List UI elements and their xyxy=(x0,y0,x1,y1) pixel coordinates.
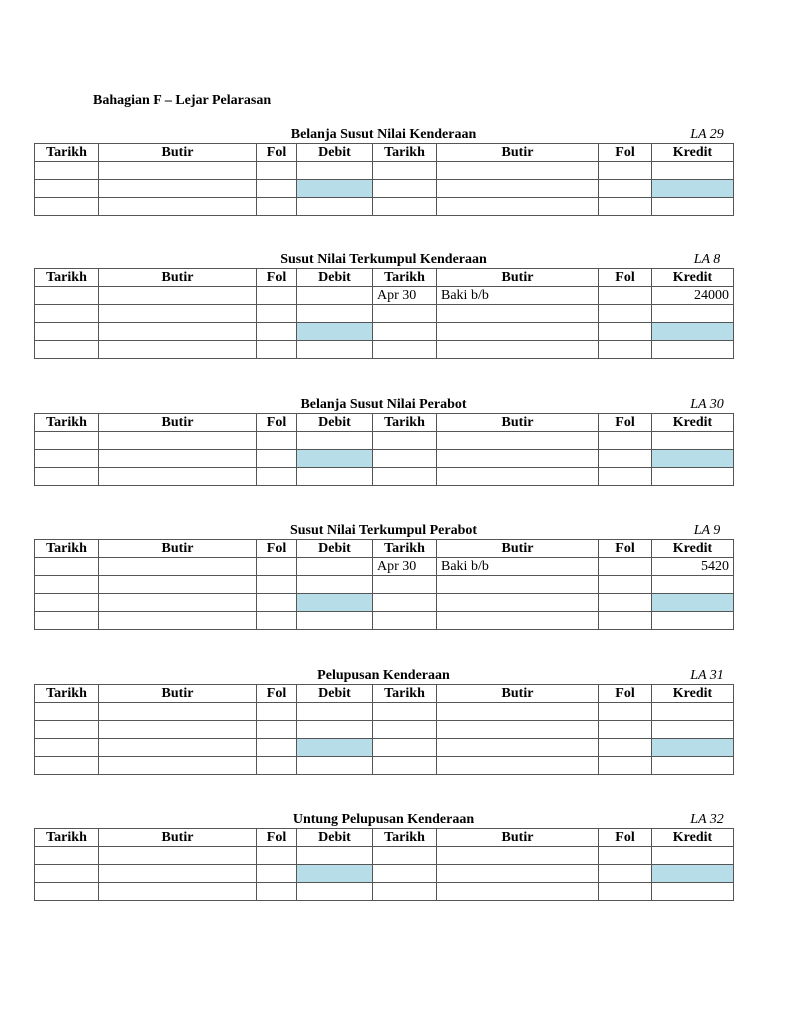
section-title: Bahagian F – Lejar Pelarasan xyxy=(93,93,272,108)
kredit-answer-field[interactable] xyxy=(652,180,734,198)
cell-butir xyxy=(99,703,257,721)
cell-debit xyxy=(297,721,373,739)
table-row xyxy=(35,739,734,757)
cell-tarikh xyxy=(35,468,99,486)
ledger-ref: LA 32 xyxy=(690,812,724,827)
cell-tarikh xyxy=(35,721,99,739)
ledger-table xyxy=(34,684,734,775)
cell-tarikh xyxy=(373,739,437,757)
cell-tarikh xyxy=(35,612,99,630)
cell-butir xyxy=(437,576,599,594)
ledger-account xyxy=(34,252,733,359)
ledger-header xyxy=(34,252,733,268)
column-header-butir: Butir xyxy=(99,540,257,558)
cell-butir xyxy=(99,180,257,198)
cell-fol xyxy=(257,468,297,486)
cell-tarikh xyxy=(373,323,437,341)
table-row xyxy=(35,865,734,883)
ledger-title: Susut Nilai Terkumpul Perabot xyxy=(289,523,478,538)
column-header-tarikh: Tarikh xyxy=(35,269,99,287)
cell-butir xyxy=(437,198,599,216)
column-header-debit: Debit xyxy=(297,269,373,287)
column-header-row xyxy=(35,685,734,703)
column-header-fol: Fol xyxy=(599,685,652,703)
cell-kredit xyxy=(652,432,734,450)
kredit-answer-field[interactable] xyxy=(652,865,734,883)
column-header-debit: Debit xyxy=(297,685,373,703)
cell-butir xyxy=(99,847,257,865)
cell-butir xyxy=(99,883,257,901)
column-header-kredit: Kredit xyxy=(652,269,734,287)
cell-tarikh: Apr 30 xyxy=(373,558,437,576)
ledger-title: Untung Pelupusan Kenderaan xyxy=(292,812,475,827)
cell-tarikh xyxy=(373,883,437,901)
cell-kredit xyxy=(652,198,734,216)
ledger-account xyxy=(34,397,733,486)
kredit-answer-field[interactable] xyxy=(652,739,734,757)
column-header-butir: Butir xyxy=(437,829,599,847)
cell-fol xyxy=(599,180,652,198)
cell-fol xyxy=(599,594,652,612)
table-row xyxy=(35,180,734,198)
table-row xyxy=(35,721,734,739)
cell-fol xyxy=(257,612,297,630)
debit-answer-field[interactable] xyxy=(297,323,373,341)
cell-tarikh xyxy=(35,576,99,594)
column-header-kredit: Kredit xyxy=(652,144,734,162)
cell-tarikh xyxy=(373,703,437,721)
ledger-title: Belanja Susut Nilai Kenderaan xyxy=(290,127,477,142)
cell-fol xyxy=(257,847,297,865)
cell-tarikh: Apr 30 xyxy=(373,287,437,305)
table-row xyxy=(35,576,734,594)
cell-tarikh xyxy=(373,594,437,612)
column-header-butir: Butir xyxy=(437,269,599,287)
column-header-butir: Butir xyxy=(99,144,257,162)
cell-tarikh xyxy=(373,450,437,468)
debit-answer-field[interactable] xyxy=(297,180,373,198)
table-row xyxy=(35,612,734,630)
column-header-fol: Fol xyxy=(599,414,652,432)
cell-butir xyxy=(99,323,257,341)
cell-fol xyxy=(599,865,652,883)
cell-fol xyxy=(599,162,652,180)
column-header-row xyxy=(35,540,734,558)
cell-butir xyxy=(437,162,599,180)
column-header-debit: Debit xyxy=(297,414,373,432)
cell-debit xyxy=(297,757,373,775)
cell-butir xyxy=(437,612,599,630)
cell-debit xyxy=(297,558,373,576)
cell-debit xyxy=(297,612,373,630)
cell-tarikh xyxy=(373,180,437,198)
table-row xyxy=(35,883,734,901)
cell-butir xyxy=(99,287,257,305)
cell-fol xyxy=(257,865,297,883)
cell-debit xyxy=(297,468,373,486)
cell-debit xyxy=(297,703,373,721)
ledger-account xyxy=(34,668,733,775)
cell-fol xyxy=(599,558,652,576)
cell-fol xyxy=(257,594,297,612)
cell-butir: Baki b/b xyxy=(437,287,599,305)
cell-tarikh xyxy=(35,558,99,576)
cell-fol xyxy=(599,721,652,739)
cell-fol xyxy=(599,323,652,341)
cell-butir: Baki b/b xyxy=(437,558,599,576)
column-header-fol: Fol xyxy=(599,269,652,287)
ledger-table xyxy=(34,413,734,486)
cell-debit xyxy=(297,576,373,594)
cell-tarikh xyxy=(373,865,437,883)
cell-tarikh xyxy=(373,305,437,323)
cell-kredit xyxy=(652,703,734,721)
cell-butir xyxy=(99,558,257,576)
debit-answer-field[interactable] xyxy=(297,450,373,468)
cell-debit xyxy=(297,883,373,901)
cell-kredit xyxy=(652,847,734,865)
cell-tarikh xyxy=(35,305,99,323)
column-header-row xyxy=(35,829,734,847)
column-header-tarikh: Tarikh xyxy=(35,829,99,847)
table-row xyxy=(35,432,734,450)
table-row xyxy=(35,162,734,180)
table-row xyxy=(35,558,734,576)
cell-butir xyxy=(437,450,599,468)
column-header-butir: Butir xyxy=(437,540,599,558)
ledger-ref: LA 30 xyxy=(690,397,724,412)
column-header-fol: Fol xyxy=(257,269,297,287)
cell-fol xyxy=(257,162,297,180)
cell-fol xyxy=(599,757,652,775)
cell-kredit: 24000 xyxy=(652,287,734,305)
cell-tarikh xyxy=(35,323,99,341)
cell-fol xyxy=(599,198,652,216)
table-row xyxy=(35,757,734,775)
cell-butir xyxy=(99,198,257,216)
column-header-fol: Fol xyxy=(599,540,652,558)
cell-butir xyxy=(99,757,257,775)
column-header-tarikh: Tarikh xyxy=(35,685,99,703)
cell-butir xyxy=(437,468,599,486)
cell-butir xyxy=(437,721,599,739)
table-row xyxy=(35,341,734,359)
cell-tarikh xyxy=(373,432,437,450)
cell-tarikh xyxy=(373,576,437,594)
table-row xyxy=(35,450,734,468)
cell-fol xyxy=(599,468,652,486)
cell-tarikh xyxy=(35,757,99,775)
table-row xyxy=(35,594,734,612)
column-header-fol: Fol xyxy=(257,829,297,847)
cell-tarikh xyxy=(35,847,99,865)
ledger-title: Belanja Susut Nilai Perabot xyxy=(300,397,467,412)
cell-tarikh xyxy=(35,432,99,450)
column-header-tarikh: Tarikh xyxy=(373,414,437,432)
cell-butir xyxy=(437,757,599,775)
cell-butir xyxy=(437,305,599,323)
cell-fol xyxy=(257,757,297,775)
cell-butir xyxy=(99,739,257,757)
cell-fol xyxy=(599,432,652,450)
cell-butir xyxy=(99,612,257,630)
cell-tarikh xyxy=(373,847,437,865)
kredit-answer-field[interactable] xyxy=(652,594,734,612)
ledger-account xyxy=(34,127,733,216)
column-header-tarikh: Tarikh xyxy=(373,540,437,558)
cell-kredit xyxy=(652,305,734,323)
column-header-kredit: Kredit xyxy=(652,685,734,703)
column-header-butir: Butir xyxy=(99,685,257,703)
cell-debit xyxy=(297,287,373,305)
column-header-tarikh: Tarikh xyxy=(35,540,99,558)
column-header-kredit: Kredit xyxy=(652,540,734,558)
cell-fol xyxy=(257,180,297,198)
cell-debit xyxy=(297,341,373,359)
ledger-header xyxy=(34,127,733,143)
kredit-answer-field[interactable] xyxy=(652,450,734,468)
column-header-fol: Fol xyxy=(257,540,297,558)
column-header-fol: Fol xyxy=(599,829,652,847)
cell-kredit xyxy=(652,576,734,594)
cell-butir xyxy=(99,721,257,739)
debit-answer-field[interactable] xyxy=(297,739,373,757)
cell-fol xyxy=(257,558,297,576)
cell-tarikh xyxy=(35,162,99,180)
column-header-fol: Fol xyxy=(599,144,652,162)
cell-butir xyxy=(437,703,599,721)
cell-butir xyxy=(99,450,257,468)
cell-butir xyxy=(437,883,599,901)
column-header-debit: Debit xyxy=(297,144,373,162)
cell-fol xyxy=(599,305,652,323)
cell-butir xyxy=(437,432,599,450)
ledger-ref: LA 9 xyxy=(693,523,721,538)
ledger-account xyxy=(34,523,733,630)
cell-fol xyxy=(599,450,652,468)
cell-tarikh xyxy=(373,162,437,180)
cell-tarikh xyxy=(35,883,99,901)
cell-tarikh xyxy=(35,703,99,721)
table-row xyxy=(35,305,734,323)
cell-butir xyxy=(99,432,257,450)
cell-butir xyxy=(99,468,257,486)
cell-fol xyxy=(257,323,297,341)
cell-fol xyxy=(599,703,652,721)
ledger-table xyxy=(34,143,734,216)
table-row xyxy=(35,198,734,216)
cell-tarikh xyxy=(35,198,99,216)
cell-fol xyxy=(599,612,652,630)
cell-fol xyxy=(257,287,297,305)
cell-debit xyxy=(297,305,373,323)
cell-fol xyxy=(257,739,297,757)
column-header-debit: Debit xyxy=(297,829,373,847)
kredit-answer-field[interactable] xyxy=(652,323,734,341)
column-header-butir: Butir xyxy=(437,685,599,703)
cell-kredit xyxy=(652,757,734,775)
table-row xyxy=(35,323,734,341)
column-header-tarikh: Tarikh xyxy=(373,685,437,703)
ledger-table xyxy=(34,268,734,359)
cell-tarikh xyxy=(35,594,99,612)
cell-tarikh xyxy=(373,612,437,630)
ledger-title: Susut Nilai Terkumpul Kenderaan xyxy=(280,252,487,267)
table-row xyxy=(35,847,734,865)
cell-kredit xyxy=(652,341,734,359)
column-header-tarikh: Tarikh xyxy=(373,144,437,162)
column-header-kredit: Kredit xyxy=(652,414,734,432)
cell-tarikh xyxy=(35,180,99,198)
debit-answer-field[interactable] xyxy=(297,865,373,883)
cell-fol xyxy=(599,341,652,359)
ledger-table xyxy=(34,539,734,630)
cell-tarikh xyxy=(35,287,99,305)
cell-fol xyxy=(599,287,652,305)
cell-fol xyxy=(257,703,297,721)
ledger-ref: LA 29 xyxy=(690,127,724,142)
cell-tarikh xyxy=(35,341,99,359)
column-header-butir: Butir xyxy=(437,414,599,432)
cell-butir xyxy=(437,341,599,359)
cell-tarikh xyxy=(373,341,437,359)
ledger-header xyxy=(34,668,733,684)
ledger-title: Pelupusan Kenderaan xyxy=(317,668,450,683)
column-header-debit: Debit xyxy=(297,540,373,558)
ledger-account xyxy=(34,812,733,901)
cell-fol xyxy=(257,198,297,216)
cell-tarikh xyxy=(35,865,99,883)
column-header-row xyxy=(35,144,734,162)
ledger-header xyxy=(34,812,733,828)
column-header-butir: Butir xyxy=(99,829,257,847)
cell-kredit xyxy=(652,612,734,630)
cell-kredit: 5420 xyxy=(652,558,734,576)
debit-answer-field[interactable] xyxy=(297,594,373,612)
column-header-tarikh: Tarikh xyxy=(373,829,437,847)
cell-kredit xyxy=(652,721,734,739)
cell-butir xyxy=(437,594,599,612)
cell-butir xyxy=(99,305,257,323)
cell-fol xyxy=(257,576,297,594)
cell-butir xyxy=(437,847,599,865)
ledger-ref: LA 8 xyxy=(693,252,721,267)
cell-fol xyxy=(257,305,297,323)
column-header-butir: Butir xyxy=(99,269,257,287)
cell-debit xyxy=(297,432,373,450)
cell-debit xyxy=(297,162,373,180)
cell-butir xyxy=(437,180,599,198)
cell-kredit xyxy=(652,162,734,180)
cell-butir xyxy=(99,594,257,612)
cell-butir xyxy=(437,323,599,341)
cell-butir xyxy=(437,865,599,883)
cell-butir xyxy=(437,739,599,757)
ledger-ref: LA 31 xyxy=(690,668,724,683)
ledger-table xyxy=(34,828,734,901)
column-header-fol: Fol xyxy=(257,144,297,162)
cell-tarikh xyxy=(35,739,99,757)
column-header-tarikh: Tarikh xyxy=(35,144,99,162)
column-header-row xyxy=(35,414,734,432)
table-row xyxy=(35,468,734,486)
column-header-fol: Fol xyxy=(257,414,297,432)
cell-tarikh xyxy=(373,757,437,775)
cell-tarikh xyxy=(373,721,437,739)
cell-kredit xyxy=(652,468,734,486)
cell-butir xyxy=(99,865,257,883)
column-header-tarikh: Tarikh xyxy=(373,269,437,287)
cell-butir xyxy=(99,341,257,359)
cell-fol xyxy=(257,450,297,468)
ledger-header xyxy=(34,397,733,413)
cell-tarikh xyxy=(373,198,437,216)
cell-fol xyxy=(599,883,652,901)
cell-fol xyxy=(257,341,297,359)
cell-debit xyxy=(297,198,373,216)
column-header-butir: Butir xyxy=(437,144,599,162)
cell-fol xyxy=(599,739,652,757)
column-header-fol: Fol xyxy=(257,685,297,703)
cell-butir xyxy=(99,576,257,594)
cell-fol xyxy=(599,576,652,594)
column-header-butir: Butir xyxy=(99,414,257,432)
cell-tarikh xyxy=(35,450,99,468)
table-row xyxy=(35,703,734,721)
cell-kredit xyxy=(652,883,734,901)
column-header-row xyxy=(35,269,734,287)
column-header-kredit: Kredit xyxy=(652,829,734,847)
column-header-tarikh: Tarikh xyxy=(35,414,99,432)
cell-fol xyxy=(257,883,297,901)
cell-tarikh xyxy=(373,468,437,486)
cell-fol xyxy=(257,432,297,450)
ledger-header xyxy=(34,523,733,539)
cell-butir xyxy=(99,162,257,180)
cell-fol xyxy=(599,847,652,865)
cell-debit xyxy=(297,847,373,865)
cell-fol xyxy=(257,721,297,739)
table-row xyxy=(35,287,734,305)
